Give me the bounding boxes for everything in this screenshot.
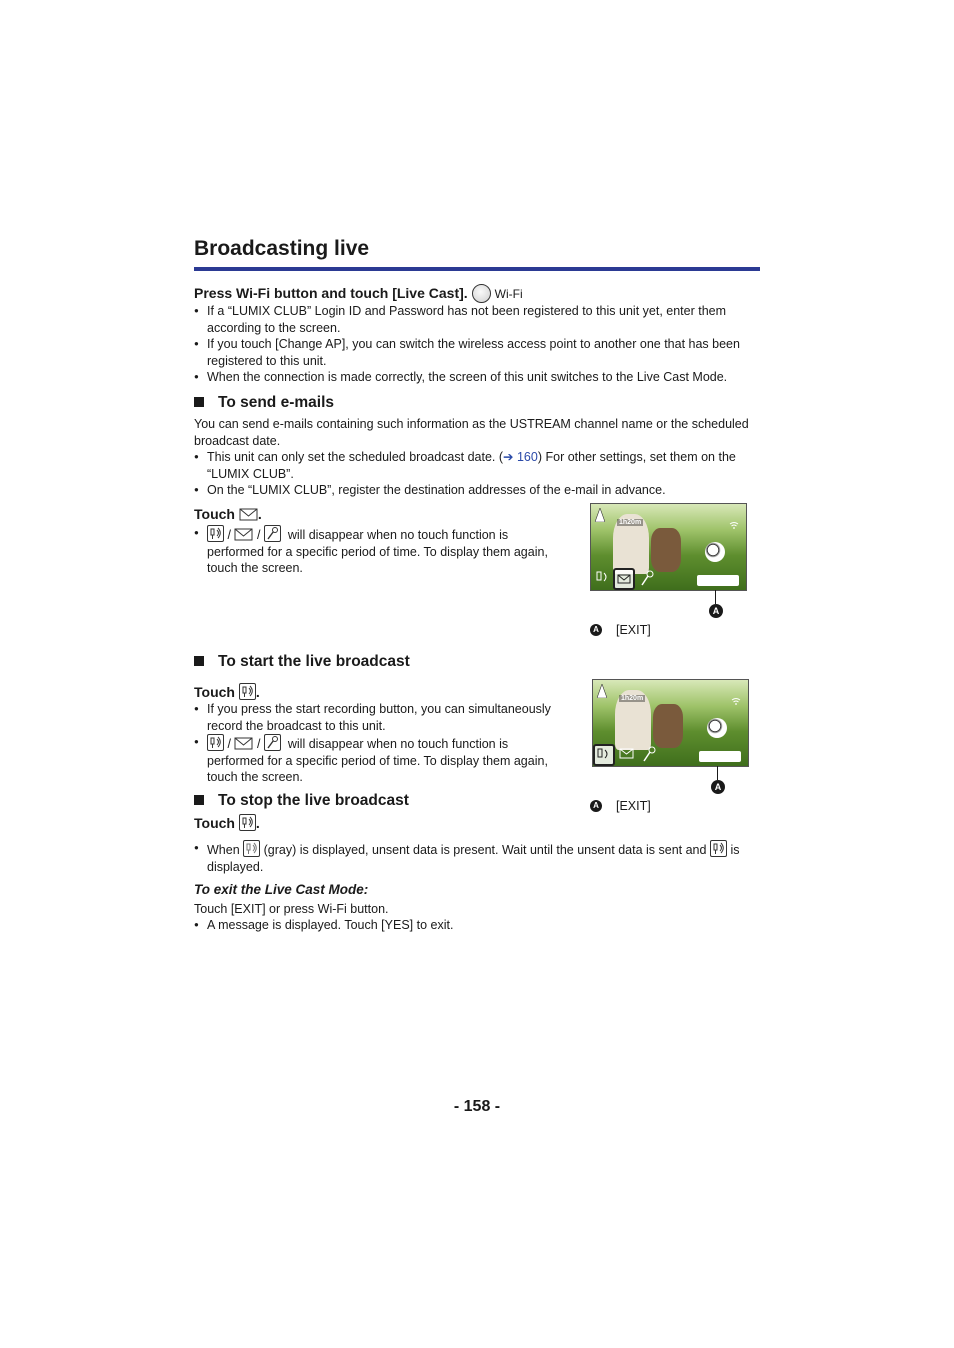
rec-time-readout: 1h20m (619, 519, 642, 526)
page-number: - 158 - (453, 1098, 501, 1115)
broadcast-button[interactable] (593, 744, 615, 766)
broadcast-icon (710, 840, 727, 857)
exit-button[interactable] (697, 575, 739, 586)
legend-a: A (590, 800, 602, 812)
email-button[interactable] (613, 568, 635, 590)
rec-time-readout: 1h20m (621, 695, 644, 702)
microphone-icon (264, 525, 281, 542)
soccer-ball (707, 718, 727, 738)
camera-screen-broadcast (592, 679, 749, 767)
broadcast-icon (207, 734, 224, 751)
microphone-icon (264, 734, 281, 751)
envelope-icon (239, 507, 258, 522)
list-item: ● When (gray) is displayed, unsent data is present. Wait until the unsent data is sent and is displayed. (207, 840, 760, 875)
intro-instruction: Press Wi-Fi button and touch [Live Cast]. Wi-Fi (194, 285, 523, 301)
section-heading-stop-broadcast: To stop the live broadcast (194, 792, 409, 810)
list-item: ● A message is displayed. Touch [YES] to exit. (207, 917, 760, 934)
email-button[interactable] (617, 744, 637, 764)
broadcast-icon (207, 525, 224, 542)
page-title: Broadcasting live (194, 237, 370, 260)
touch-stop-instruction: Touch . (194, 815, 260, 831)
square-bullet-icon (194, 795, 204, 805)
exit-mode-heading: To exit the Live Cast Mode: (194, 882, 369, 897)
wifi-signal-icon (729, 516, 739, 524)
broadcast-icon (239, 683, 256, 700)
list-item: ● When the connection is made correctly, the screen of this unit switches to the Live Cast Mode. (207, 369, 760, 386)
title-rule (194, 267, 760, 271)
list-item: ● If you touch [Change AP], you can switch the wireless access point to another one that has been registered to this unit. (207, 336, 760, 369)
wifi-label: Wi-Fi (494, 287, 523, 301)
child-figure (651, 528, 681, 572)
broadcast-icon[interactable] (593, 568, 613, 588)
square-bullet-icon (194, 397, 204, 407)
list-item: ● / / will disappear when no touch function is performed for a specific period of time. To display them again, touch the screen. (207, 525, 567, 577)
legend-exit: [EXIT] (616, 623, 651, 637)
envelope-icon (234, 736, 253, 751)
broadcast-gray-icon (243, 840, 260, 857)
list-item: ● / / will disappear when no touch function is performed for a specific period of time. To display them again, touch the screen. (207, 734, 567, 786)
mode-icon (597, 684, 607, 698)
legend-exit: [EXIT] (616, 799, 651, 813)
wifi-button-icon (472, 284, 491, 303)
broadcast-icon (239, 814, 256, 831)
section-heading-start-broadcast: To start the live broadcast (194, 653, 410, 671)
callout-line (717, 766, 718, 780)
legend-a: A (590, 624, 602, 636)
callout-a: A (711, 780, 725, 794)
list-item: ● On the “LUMIX CLUB”, register the destination addresses of the e-mail in advance. (207, 482, 760, 499)
touch-email-instruction: Touch . (194, 506, 262, 522)
wifi-signal-icon (731, 692, 741, 700)
send-emails-paragraph: You can send e-mails containing such information as the USTREAM channel name or the scheduled broadcast date. (194, 417, 749, 448)
envelope-icon (234, 527, 253, 542)
list-item: ● This unit can only set the scheduled broadcast date. (➔ 160) For other settings, set them on the “LUMIX CLUB”. (207, 449, 760, 482)
soccer-ball (705, 542, 725, 562)
callout-a: A (709, 604, 723, 618)
microphone-icon[interactable] (639, 744, 659, 764)
exit-button[interactable] (699, 751, 741, 762)
camera-screen-email (590, 503, 747, 591)
list-item: ● If a “LUMIX CLUB” Login ID and Password has not been registered to this unit yet, enter them according to the screen. (207, 303, 760, 336)
callout-line (715, 590, 716, 604)
exit-mode-line: Touch [EXIT] or press Wi-Fi button. (194, 902, 389, 916)
section-heading-send-emails: To send e-mails (194, 394, 334, 412)
list-item: ● If you press the start recording button, you can simultaneously record the broadcast to this unit. (207, 701, 567, 734)
page-link-160[interactable]: 160 (516, 450, 538, 464)
microphone-icon[interactable] (637, 568, 657, 588)
page-link-arrow[interactable]: ➔ (503, 450, 514, 464)
square-bullet-icon (194, 656, 204, 666)
touch-start-instruction: Touch . (194, 684, 260, 700)
mode-icon (595, 508, 605, 522)
child-figure (653, 704, 683, 748)
